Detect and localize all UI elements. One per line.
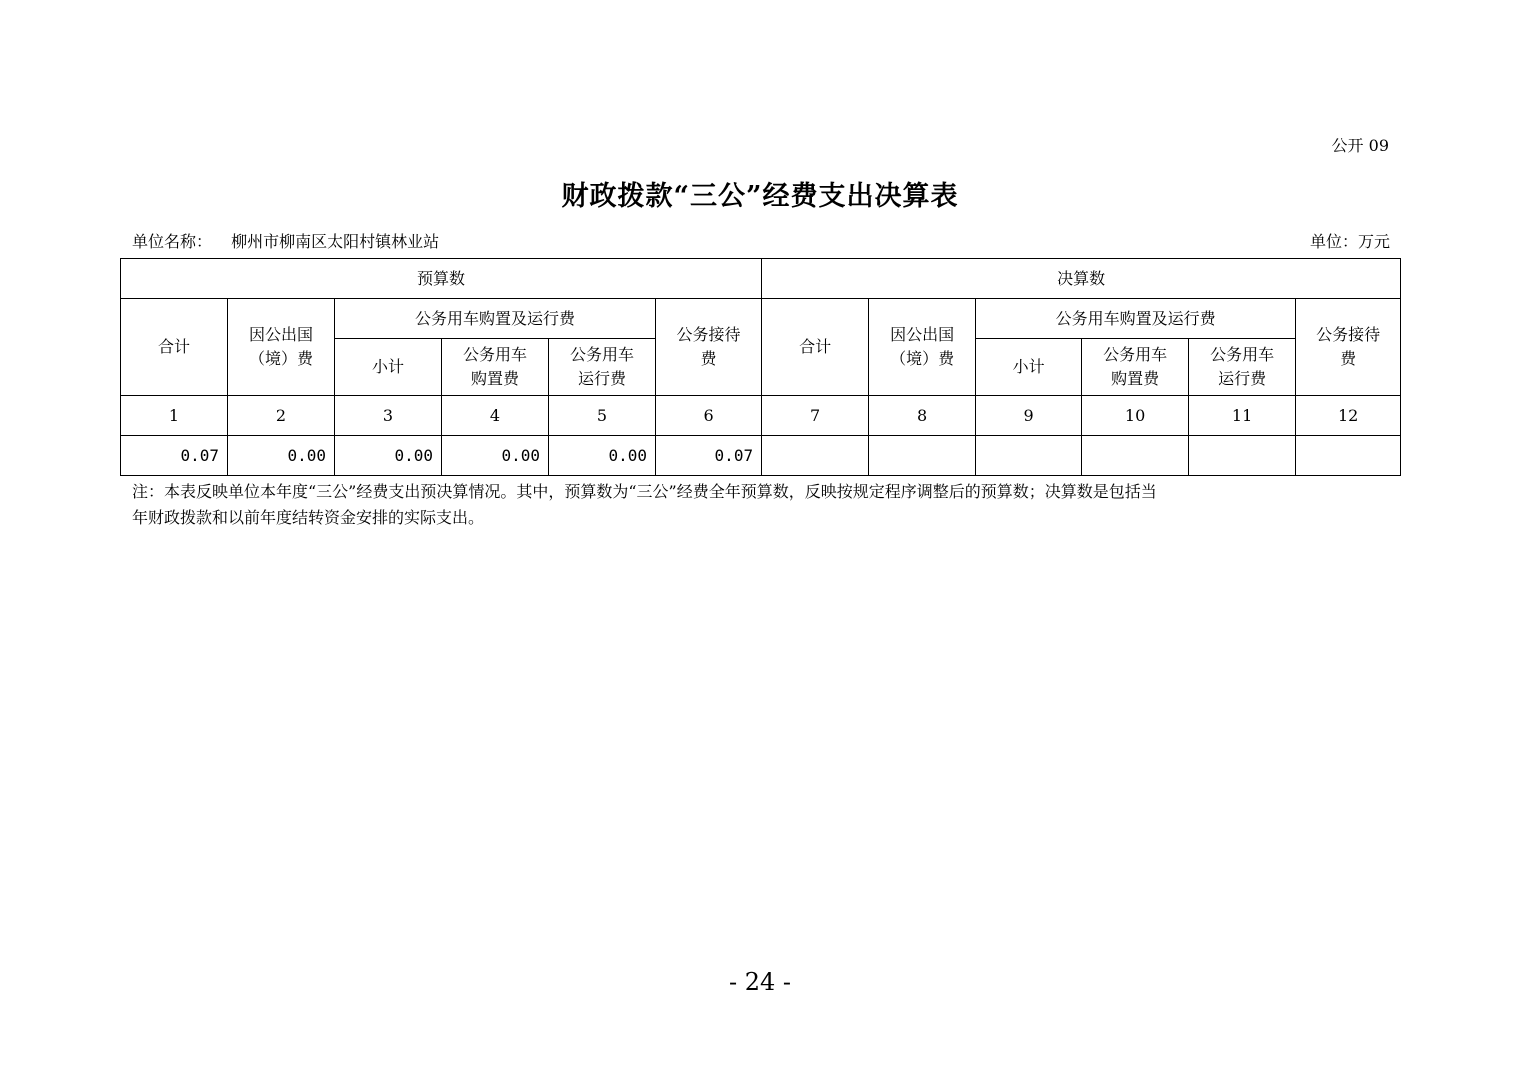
header-line: 因公出国 xyxy=(248,325,313,344)
value-cell xyxy=(1296,436,1401,476)
value-cell xyxy=(976,436,1082,476)
column-number-row xyxy=(121,396,1401,436)
header-line: 运行费 xyxy=(577,369,626,388)
value-cell xyxy=(762,436,869,476)
column-number: 6 xyxy=(656,396,762,436)
header-line: 公务用车 xyxy=(1210,345,1275,364)
unit-name-label: 单位名称： xyxy=(132,232,213,251)
header-line: （境）费 xyxy=(248,349,313,368)
budget-reception-header xyxy=(656,299,762,396)
budget-total-header: 合计 xyxy=(121,299,228,396)
final-total-header: 合计 xyxy=(762,299,869,396)
header-line: 费 xyxy=(700,349,717,368)
value-cell: 0.00 xyxy=(228,436,335,476)
final-operate-header xyxy=(1189,339,1296,396)
header-line: 运行费 xyxy=(1218,369,1267,388)
value-cell xyxy=(869,436,976,476)
column-number: 12 xyxy=(1296,396,1401,436)
value-cell: 0.07 xyxy=(121,436,228,476)
budget-purchase-header xyxy=(442,339,549,396)
column-number: 4 xyxy=(442,396,549,436)
document-code: 公开 09 xyxy=(1331,136,1389,155)
unit-name: 柳州市柳南区太阳村镇林业站 xyxy=(231,232,440,251)
column-number: 8 xyxy=(869,396,976,436)
unit-name-line xyxy=(132,229,439,252)
column-number: 11 xyxy=(1189,396,1296,436)
value-cell: 0.07 xyxy=(656,436,762,476)
header-line: 因公出国 xyxy=(890,325,955,344)
header-line: 公务用车 xyxy=(569,345,634,364)
budget-operate-header xyxy=(549,339,656,396)
note-line: 注：本表反映单位本年度“三公”经费支出预决算情况。其中，预算数为“三公”经费全年预算数，反映按规定程序调整后的预算数；决算数是包括当 xyxy=(132,482,1157,501)
column-number: 5 xyxy=(549,396,656,436)
value-cell: 0.00 xyxy=(335,436,442,476)
column-number: 10 xyxy=(1082,396,1189,436)
column-number: 3 xyxy=(335,396,442,436)
value-cell: 0.00 xyxy=(442,436,549,476)
table-row xyxy=(121,436,1401,476)
budget-subtotal-header: 小计 xyxy=(335,339,442,396)
column-number: 1 xyxy=(121,396,228,436)
header-line: 购置费 xyxy=(470,369,519,388)
unit-measure: 单位：万元 xyxy=(1309,232,1390,251)
budget-vehicle-header: 公务用车购置及运行费 xyxy=(335,299,656,339)
table-group-header-row xyxy=(121,259,1401,299)
header-line: 公务用车 xyxy=(462,345,527,364)
header-line: 公务接待 xyxy=(1316,325,1381,344)
group-budget-header: 预算数 xyxy=(121,259,762,299)
page-number: - 24 - xyxy=(728,968,791,996)
final-reception-header xyxy=(1296,299,1401,396)
value-cell: 0.00 xyxy=(549,436,656,476)
final-purchase-header xyxy=(1082,339,1189,396)
note-line: 年财政拨款和以前年度结转资金安排的实际支出。 xyxy=(132,508,485,527)
final-vehicle-header: 公务用车购置及运行费 xyxy=(976,299,1296,339)
final-abroad-header xyxy=(869,299,976,396)
header-line: （境）费 xyxy=(890,349,955,368)
column-number: 7 xyxy=(762,396,869,436)
meta-row xyxy=(132,229,1390,252)
table-column-header-row xyxy=(121,299,1401,339)
column-number: 2 xyxy=(228,396,335,436)
header-line: 费 xyxy=(1340,349,1357,368)
header-line: 公务用车 xyxy=(1103,345,1168,364)
final-subtotal-header: 小计 xyxy=(976,339,1082,396)
budget-abroad-header xyxy=(228,299,335,396)
table-note xyxy=(132,479,1394,531)
column-number: 9 xyxy=(976,396,1082,436)
expenditure-table xyxy=(120,258,1401,476)
group-final-header: 决算数 xyxy=(762,259,1401,299)
header-line: 公务接待 xyxy=(676,325,741,344)
value-cell xyxy=(1082,436,1189,476)
value-cell xyxy=(1189,436,1296,476)
header-line: 购置费 xyxy=(1111,369,1160,388)
document-title: 财政拨款“三公”经费支出决算表 xyxy=(561,181,959,212)
